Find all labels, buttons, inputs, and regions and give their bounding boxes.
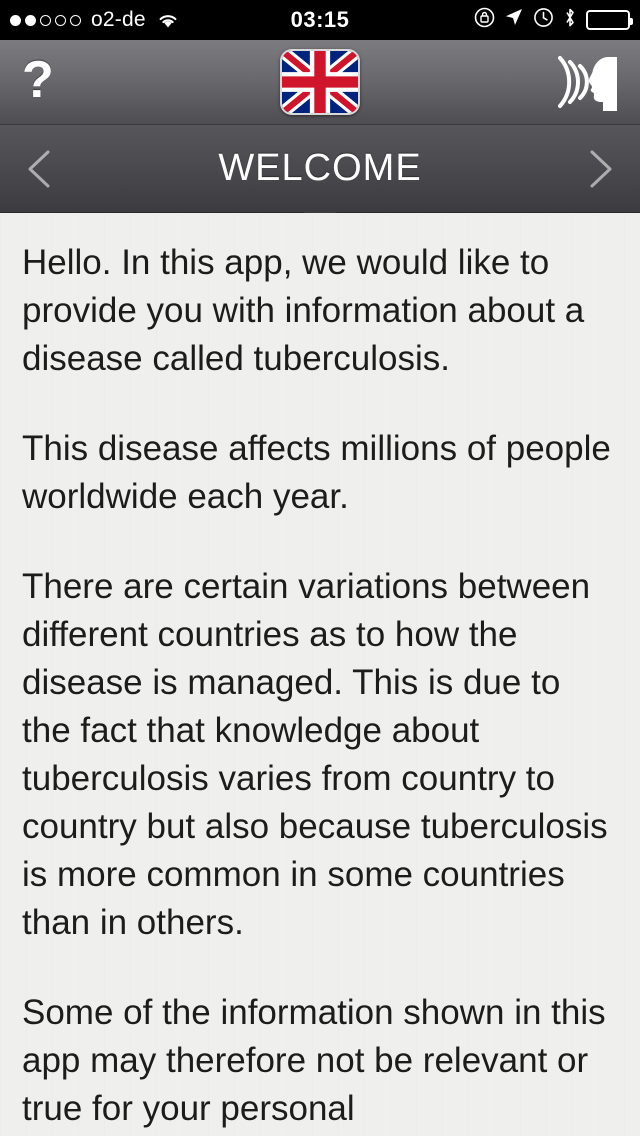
clock-label: 03:15 — [290, 7, 350, 32]
location-arrow-icon — [504, 7, 524, 33]
alarm-clock-icon — [533, 7, 554, 34]
status-bar-left — [10, 8, 179, 32]
rotation-lock-icon — [474, 7, 495, 34]
content-area[interactable] — [0, 213, 640, 1136]
content-paragraph: Hello. In this app, we would like to provide you with information about a disease called tuberculosis. — [22, 243, 585, 378]
wifi-icon — [157, 11, 179, 29]
signal-strength-icon — [10, 15, 81, 26]
union-jack-flag-icon — [282, 51, 358, 113]
page-title: WELCOME — [218, 147, 422, 189]
speaker-head-icon — [546, 53, 618, 111]
chevron-left-icon — [18, 146, 64, 192]
next-page-button[interactable] — [576, 146, 622, 192]
language-flag-button[interactable] — [280, 49, 360, 115]
chevron-right-icon — [576, 146, 622, 192]
top-toolbar — [0, 40, 640, 125]
battery-icon — [586, 10, 630, 30]
content-paragraph: There are certain variations between different countries as to how the disease is managed. This is due to the fact that knowledge about tuberculosis varies from country to country but also because tuberculosis is more common in some countries than in others. — [22, 567, 608, 942]
carrier-label: o2-de — [91, 8, 146, 31]
content-paragraph: Some of the information shown in this app may therefore not be relevant or true for your personal — [22, 993, 606, 1128]
status-bar-right — [474, 7, 630, 34]
content-paragraph: This disease affects millions of people worldwide each year. — [22, 429, 611, 516]
previous-page-button[interactable] — [18, 146, 64, 192]
status-bar — [0, 0, 640, 40]
help-button[interactable]: ? — [22, 51, 54, 109]
bluetooth-icon — [563, 7, 577, 34]
speak-aloud-button[interactable] — [546, 53, 618, 111]
title-bar — [0, 125, 640, 213]
